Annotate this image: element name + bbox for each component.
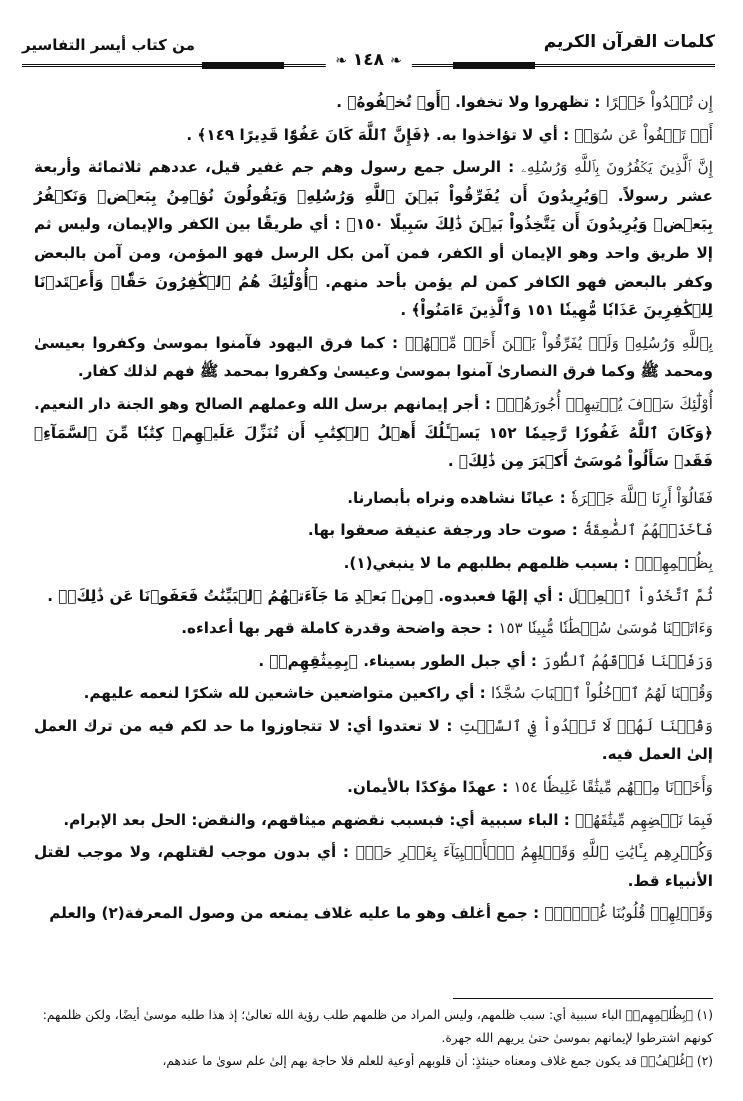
glossary-entry xyxy=(34,899,713,928)
explanation: : صوت حاد ورجفة عنيفة صعقوا بها. xyxy=(307,521,584,540)
footnote-divider xyxy=(453,998,713,999)
explanation: : جمع أغلف وهو ما عليه غلاف يمنعه من وصول المعرفة(٢) والعلم xyxy=(49,904,545,923)
quran-term: أُوْلَٰٓئِكَ سَوۡفَ يُؤۡتِيهِمۡ أُجُورَهُمۡۚ xyxy=(496,394,713,413)
glossary-entry xyxy=(34,679,713,708)
glossary-entry xyxy=(34,582,713,611)
explanation: : تظهروا ولا تخفوا. ﴿أَوۡ تُخۡفُوهُ﴾ . xyxy=(336,93,606,111)
header-bar-left xyxy=(202,62,284,69)
glossary-entry xyxy=(34,484,713,513)
footnote: (١) ﴿بِظُلۡمِهِمۡ﴾ الباء سببية أي: سبب ظلمهم، وليس المراد من ظلمهم طلب رؤية الله تعالىٰ؛ إذ هذا طلبه موسىٰ أيضًا، ولكن ظلمهم: كونهم اشترطوا لإيمانهم بموسىٰ حتىٰ يريهم الله جهرة. xyxy=(42,1008,713,1045)
quran-term: بِٱللَّهِ وَرُسُلِهِۦ وَلَمۡ يُفَرِّقُواْ بَيۡنَ أَحَدٖ مِّنۡهُمۡ xyxy=(405,333,713,352)
explanation: : أي راكعين متواضعين خاشعين لله شكرًا لنعمه عليهم. xyxy=(83,684,491,703)
explanation: : أجر إيمانهم برسل الله وعملهم الصالح وهو الجنة دار النعيم. ﴿وَكَانَ ٱللَّهُ غَفُورٗا رَّحِيمٗا ١٥٢ يَسۡـَٔلُكَ أَهۡلُ ٱلۡكِتَٰبِ أَن تُنَزِّلَ عَلَيۡهِمۡ كِتَٰبٗا مِّنَ ٱلسَّمَآءِۚ فَقَدۡ سَأَلُواْ مُوسَىٰٓ أَكۡبَرَ مِن ذَٰلِكَ﴾ . xyxy=(34,394,713,471)
glossary-entry xyxy=(34,712,713,769)
explanation: : الرسل جمع رسول وهم جم غفير قيل، عددهم ثلاثمائة وأربعة عشر رسولاً. ﴿وَيُرِيدُونَ أَن يُفَرِّقُواْ بَيۡنَ ٱللَّهِ وَرُسُلِهِۦ وَيَقُولُونَ نُؤۡمِنُ بِبَعۡضٖ وَنَكۡفُرُ بِبَعۡضٖ وَيُرِيدُونَ أَن يَتَّخِذُواْ بَيۡنَ ذَٰلِكَ سَبِيلًا ١٥٠﴾ : أي طريقًا بين الكفر والإيمان، وليس ثم إلا طريق واحد وهو الإيمان أو الكفر، فمن آمن بكل الرسل فهو المؤمن، ومن آمن بالبعض وكفر بالبعض فهو الكافر كمن لم يؤمن بأحد منهم. ﴿أُوْلَٰٓئِكَ هُمُ ٱلۡكَٰفِرُونَ حَقّٗاۚ وَأَعۡتَدۡنَا لِلۡكَٰفِرِينَ عَذَابٗا مُّهِينٗا ١٥١ وَٱلَّذِينَ ءَامَنُواْ﴾ . xyxy=(34,158,713,320)
glossary-entry xyxy=(34,88,713,117)
glossary-entry xyxy=(34,773,713,802)
glossary-entry xyxy=(34,390,713,476)
explanation: : أي لا تؤاخذوا به. ﴿فَإِنَّ ٱللَّهَ كَانَ عَفُوّٗا قَدِيرًا ١٤٩﴾ . xyxy=(186,125,575,144)
ornament-icon: ❧ xyxy=(335,53,348,69)
quran-term: ثُمَّ ٱتَّخَذُواْ ٱلۡعِجۡلَ xyxy=(569,586,713,605)
glossary-entry xyxy=(34,838,713,895)
glossary-entry xyxy=(34,121,713,150)
quran-term: فَقَالُوٓاْ أَرِنَا ٱللَّهَ جَهۡرَةٗ xyxy=(570,488,713,507)
source-title: من كتاب أيسر التفاسير xyxy=(22,36,195,54)
explanation: : لا تعتدوا أي: لا تتجاوزوا ما حد لكم فيه من ترك العمل إلىٰ العمل فيه. xyxy=(34,716,713,764)
page-number-block xyxy=(325,50,411,70)
quran-term: وَأَخَذۡنَا مِنۡهُم مِّيثَٰقًا غَلِيظٗا ١٥٤ xyxy=(513,778,713,797)
footnotes xyxy=(34,1004,713,1073)
explanation: : الباء سببية أي: فبسبب نقضهم ميثاقهم، والنقض: الحل بعد الإبرام. xyxy=(63,810,576,829)
explanation: : أي بدون موجب لقتلهم، ولا موجب لقتل الأنبياء قط. xyxy=(34,843,713,890)
explanation: : أي جبل الطور بسيناء. ﴿بِمِيثَٰقِهِمۡ﴾ . xyxy=(258,651,543,670)
quran-term: فَبِمَا نَقۡضِهِم مِّيثَٰقَهُمۡ xyxy=(575,810,713,829)
quran-term: وَرَفَعۡنَا فَوۡقَهُمُ ٱلطُّورَ xyxy=(542,651,713,670)
page-number: ١٤٨ xyxy=(352,50,385,70)
explanation: : كما فرق اليهود فآمنوا بموسىٰ وكفروا بعيسىٰ ومحمد ﷺ وكما فرق النصارىٰ آمنوا بموسىٰ وعيسىٰ وكفروا بمحمد ﷺ فهم لذلك كفار. xyxy=(34,333,713,381)
glossary-entry xyxy=(34,806,713,835)
quran-term: وَقَوۡلِهِمۡ قُلُوبُنَا غُلۡفُۢۚ xyxy=(544,904,713,923)
quran-term: فَأَخَذَتۡهُمُ ٱلصَّٰعِقَةُ xyxy=(583,521,713,540)
explanation: : بسبب ظلمهم بطلبهم ما لا ينبغي(١). xyxy=(343,553,635,572)
quran-term: إِنَّ ٱلَّذِينَ يَكۡفُرُونَ بِٱللَّهِ وَرُسُلِهِۦ xyxy=(521,158,713,177)
quran-term: إِن تُبۡدُواْ خَيۡرًا xyxy=(605,93,713,111)
page-header xyxy=(22,30,715,78)
book-title: كلمات القرآن الكريم xyxy=(543,32,715,52)
ornament-icon: ❧ xyxy=(389,53,402,69)
explanation: : أي إلهًا فعبدوه. ﴿مِنۢ بَعۡدِ مَا جَآءَتۡهُمُ ٱلۡبَيِّنَٰتُ فَعَفَوۡنَا عَن ذَٰلِكَۚ﴾ . xyxy=(47,586,569,605)
page-body xyxy=(34,88,713,932)
glossary-entry xyxy=(34,153,713,325)
glossary-entry xyxy=(34,516,713,545)
explanation: : عهدًا مؤكدًا بالأيمان. xyxy=(347,778,514,797)
glossary-entry xyxy=(34,549,713,578)
quran-term: أَوۡ تَعۡفُواْ عَن سُوٓءٖ xyxy=(574,125,713,144)
glossary-entry xyxy=(34,329,713,386)
quran-term: وَءَاتَيۡنَا مُوسَىٰ سُلۡطَٰنٗا مُّبِينٗا ١٥٣ xyxy=(498,619,713,638)
quran-term: وَقُلۡنَا لَهُمۡ لَا تَعۡدُواْ فِي ٱلسَّبۡتِ xyxy=(458,716,713,735)
quran-term: وَكُفۡرِهِم بِـَٔايَٰتِ ٱللَّهِ وَقَتۡلِهِمُ ٱلۡأَنۢبِيَآءَ بِغَيۡرِ حَقّٖ xyxy=(355,843,714,862)
footnote: (٢) ﴿غُلۡفُۢ﴾ قد يكون جمع غلاف ومعناه حينئذٍ: أن قلوبهم أوعية للعلم فلا حاجة بهم إلىٰ علم سوىٰ ما عندهم، xyxy=(162,1054,713,1068)
quran-term: وَقُلۡنَا لَهُمُ ٱدۡخُلُواْ ٱلۡبَابَ سُجَّدٗا xyxy=(490,684,713,703)
header-bar-right xyxy=(453,62,535,69)
explanation: : عيانًا نشاهده ونراه بأبصارنا. xyxy=(347,488,571,507)
glossary-entry xyxy=(34,614,713,643)
glossary-entry xyxy=(34,647,713,676)
explanation: : حجة واضحة وقدرة كاملة قهر بها أعداءه. xyxy=(181,619,499,638)
quran-term: بِظُلۡمِهِمۡۚ xyxy=(634,553,713,572)
